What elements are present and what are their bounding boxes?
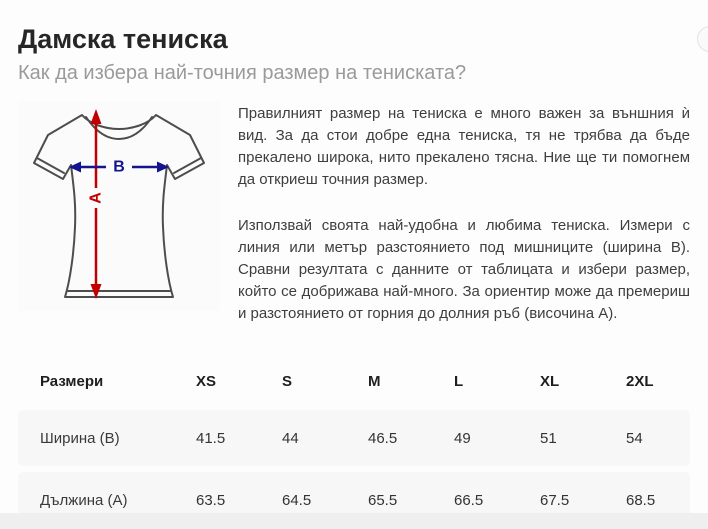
width-xs: 41.5 [196, 429, 226, 447]
size-table-header [18, 352, 690, 410]
page-subtitle: Как да избера най-точния размер на тениската? [18, 62, 467, 84]
right-cuff-line [174, 158, 201, 173]
paragraph-1: Правилният размер на тениска е много важен за външния ѝ вид. За да стои добре една тениска, тя не трябва да бъде прекалено широка, нито прекалено тясна. Ние ще ти помогнем да откриеш точния размер. [238, 105, 690, 188]
width-arrow-b [69, 159, 169, 176]
length-s: 64.5 [282, 491, 312, 509]
width-xl: 51 [540, 429, 557, 447]
paragraph-2: Използвай своята най-удобна и любима тениска. Измери с линия или метър разстоянието под мишниците (ширина B). Сравни резултата с данните от таблицата и избери размер, който се добрижава най-много. За ориентир може да премериш и разстоянието от горния до долния ръб (височина A). [238, 217, 690, 322]
tshirt-diagram-svg [18, 101, 220, 311]
table-row-width [18, 410, 690, 466]
width-m: 46.5 [368, 429, 398, 447]
length-l: 66.5 [454, 491, 484, 509]
tshirt-outline [34, 115, 204, 297]
header-m: M [368, 372, 381, 390]
label-a: A [87, 192, 105, 204]
width-2xl: 54 [626, 429, 643, 447]
tshirt-measurement-diagram [18, 101, 220, 311]
header-xs: XS [196, 372, 217, 390]
header-2xl: 2XL [626, 372, 654, 390]
content-row [18, 101, 690, 325]
width-l: 49 [454, 429, 471, 447]
length-2xl: 68.5 [626, 491, 656, 509]
header-s: S [282, 372, 293, 390]
width-s: 44 [282, 429, 299, 447]
length-xl: 67.5 [540, 491, 570, 509]
row-label-width: Ширина (B) [40, 429, 120, 447]
height-arrow-a [88, 109, 105, 299]
description-text [238, 103, 690, 325]
page-title: Дамска тениска [18, 24, 228, 54]
left-cuff-line [37, 158, 64, 173]
header-l: L [454, 372, 464, 390]
row-label-length: Дължина (A) [40, 491, 128, 509]
size-table [18, 352, 690, 528]
next-section-edge [0, 513, 708, 529]
header-sizes: Размери [40, 372, 104, 390]
header-xl: XL [540, 372, 560, 390]
arrow-a-top-head [91, 109, 102, 124]
length-m: 65.5 [368, 491, 398, 509]
label-b: B [113, 158, 125, 176]
length-xs: 63.5 [196, 491, 226, 509]
